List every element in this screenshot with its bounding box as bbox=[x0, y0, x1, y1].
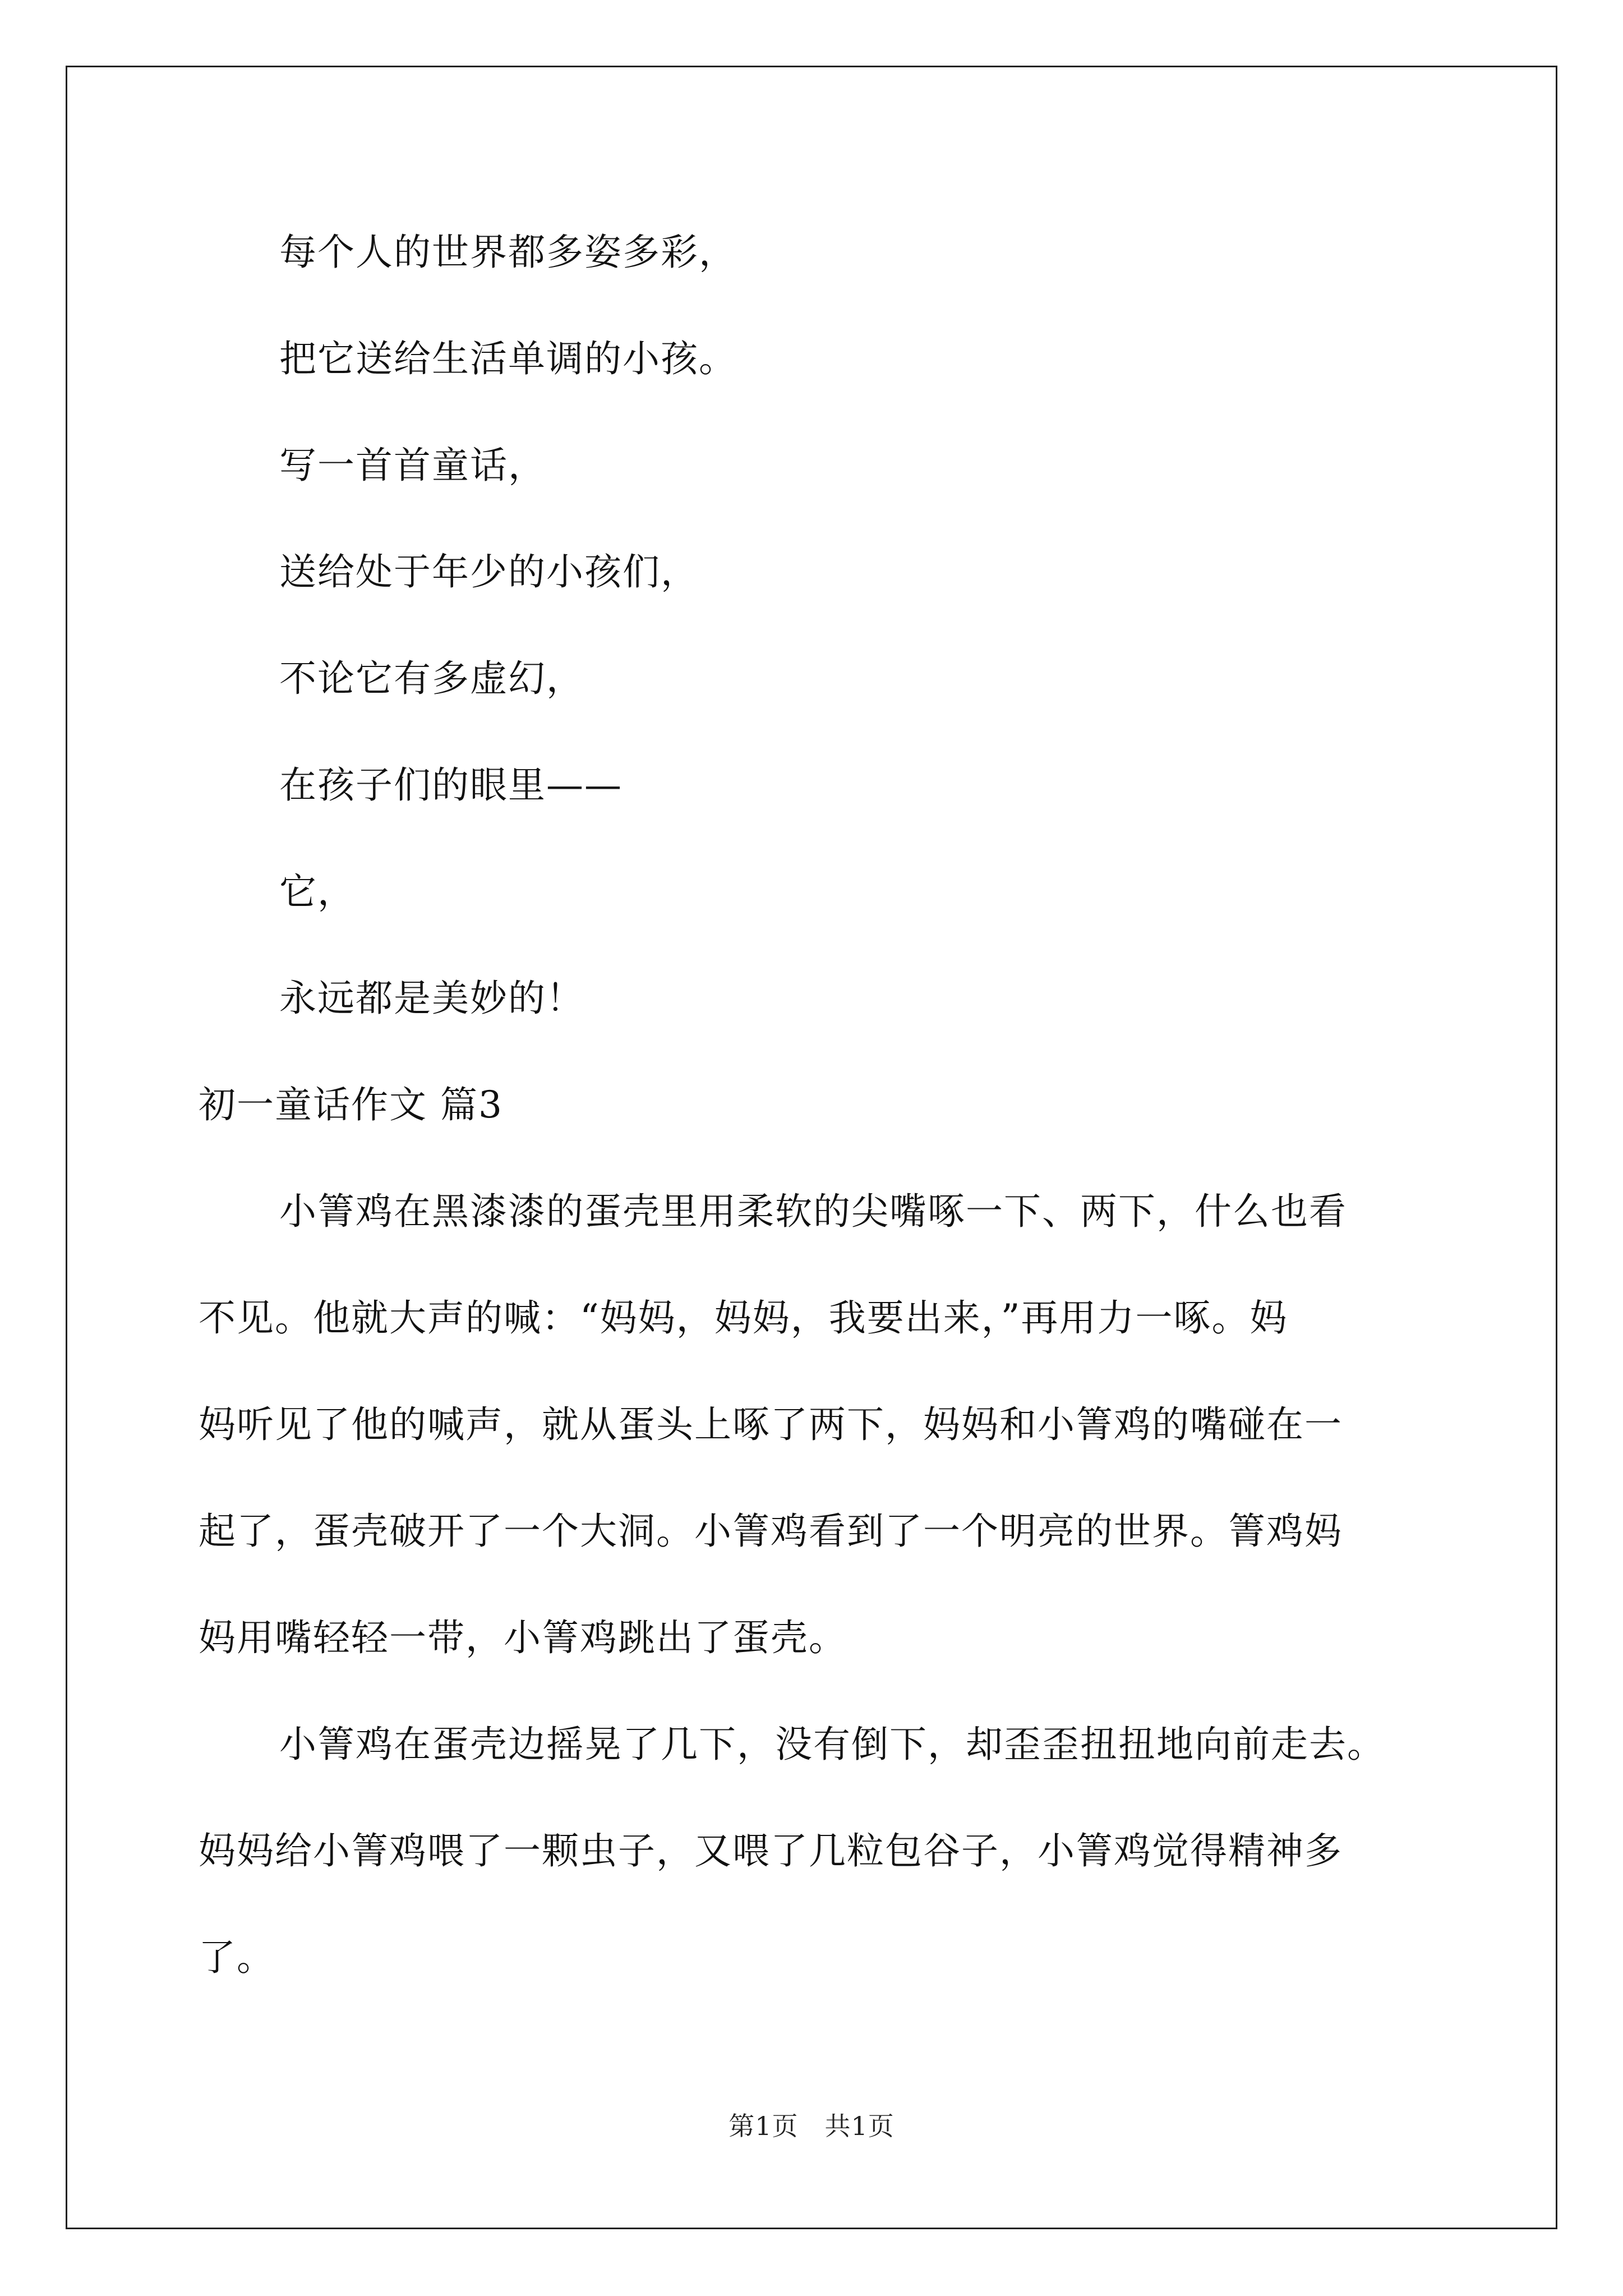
paragraph-line: 妈妈给小箐鸡喂了一颗虫子，又喂了几粒包谷子，小箐鸡觉得精神多 bbox=[199, 1829, 1343, 1872]
paragraph-line: 小箐鸡在蛋壳边摇晃了几下，没有倒下，却歪歪扭扭地向前走去。 bbox=[279, 1723, 1385, 1766]
poem-line: 不论它有多虚幻， bbox=[279, 657, 584, 700]
poem-line: 永远都是美妙的！ bbox=[279, 977, 584, 1020]
poem-line: 每个人的世界都多姿多彩， bbox=[279, 231, 737, 274]
paragraph-line: 妈听见了他的喊声，就从蛋头上啄了两下，妈妈和小箐鸡的嘴碰在一 bbox=[199, 1403, 1343, 1446]
poem-line: 在孩子们的眼里—— bbox=[279, 763, 623, 807]
page-number-footer: 第1页 共1页 bbox=[728, 2111, 895, 2141]
poem-line: 送给处于年少的小孩们， bbox=[279, 550, 699, 593]
poem-line: 它， bbox=[279, 870, 356, 913]
paragraph-line: 妈用嘴轻轻一带，小箐鸡跳出了蛋壳。 bbox=[199, 1616, 847, 1659]
poem-line: 把它送给生活单调的小孩。 bbox=[279, 337, 737, 380]
paragraph-line: 小箐鸡在黑漆漆的蛋壳里用柔软的尖嘴啄一下、两下，什么也看 bbox=[279, 1190, 1347, 1233]
paragraph-line: 不见。他就大声的喊：“妈妈，妈妈，我要出来，”再用力一啄。妈 bbox=[199, 1296, 1288, 1340]
section-heading: 初一童话作文 篇3 bbox=[199, 1083, 503, 1126]
page-border bbox=[66, 66, 1557, 2229]
paragraph-line: 起了，蛋壳破开了一个大洞。小箐鸡看到了一个明亮的世界。箐鸡妈 bbox=[199, 1510, 1343, 1553]
poem-line: 写一首首童话， bbox=[279, 444, 546, 487]
paragraph-line: 了。 bbox=[199, 1936, 275, 1979]
